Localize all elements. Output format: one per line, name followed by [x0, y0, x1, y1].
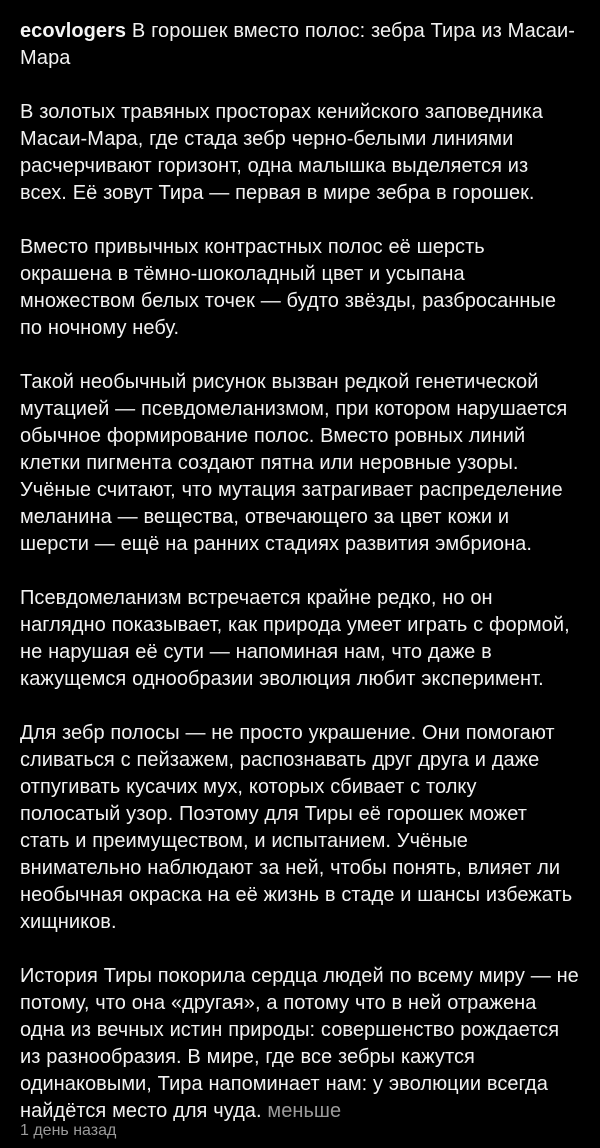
caption-paragraph-3: Такой необычный рисунок вызван редкой генетической мутацией — псевдомеланизмом, при котором нарушается обычное формирование полос. Вместо ровных линий клетки пигмента создают пятна или неровные узоры. Учёные считают, что мутация затрагивает распределение меланина — вещества, отвечающего за цвет кожи и шерсти — ещё на ранних стадиях развития эмбриона.: [20, 371, 568, 555]
username-link[interactable]: ecovlogers: [20, 20, 127, 42]
caption-paragraph-4: Псевдомеланизм встречается крайне редко, но он наглядно показывает, как природа умеет играть с формой, не нарушая её сути — напоминая нам, что даже в кажущемся однообразии эволюция любит эксперимент.: [20, 587, 570, 690]
less-button[interactable]: меньше: [267, 1100, 342, 1122]
caption: [20, 18, 580, 1125]
caption-paragraph-6-wrap: [20, 963, 580, 1125]
post-timestamp: 1 день назад: [20, 1122, 117, 1139]
post-title: В горошек вместо полос: зебра Тира из Масаи-Мара: [20, 20, 575, 69]
caption-paragraph-5: Для зебр полосы — не просто украшение. Они помогают сливаться с пейзажем, распознавать друг друга и даже отпугивать кусачих мух, которых сбивает с толку полосатый узор. Поэтому для Тиры её горошек может стать и преимуществом, и испытанием. Учёные внимательно наблюдают за ней, чтобы понять, влияет ли необычная окраска на её жизнь в стаде и шансы избежать хищников.: [20, 722, 573, 933]
caption-header: [20, 18, 580, 72]
caption-paragraph-1: В золотых травяных просторах кенийского заповедника Масаи-Мара, где стада зебр черно-белыми линиями расчерчивают горизонт, одна малышка выделяется из всех. Её зовут Тира — первая в мире зебра в горошек.: [20, 101, 543, 204]
caption-paragraph-2: Вместо привычных контрастных полос её шерсть окрашена в тёмно-шоколадный цвет и усыпана множеством белых точек — будто звёзды, разбросанные по ночному небу.: [20, 236, 557, 339]
caption-paragraph-6: История Тиры покорила сердца людей по всему миру — не потому, что она «другая», а потому что в ней отражена одна из вечных истин природы: совершенство рождается из разнообразия. В мире, где все зебры кажутся одинаковыми, Тира напоминает нам: у эволюции всегда найдётся место для чуда.: [20, 965, 579, 1122]
